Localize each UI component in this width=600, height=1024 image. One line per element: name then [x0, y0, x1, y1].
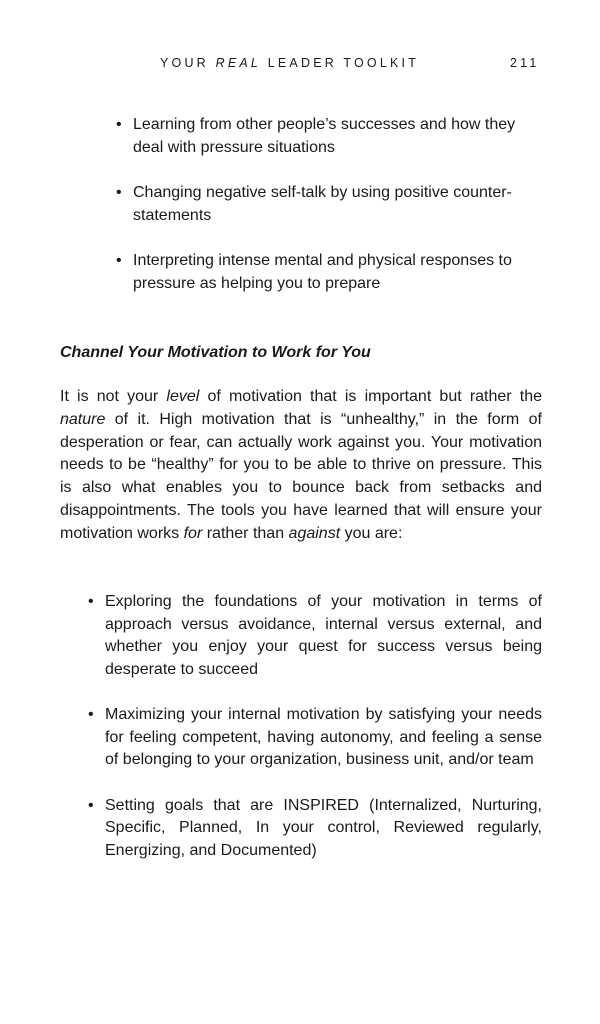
- bullet-marker: •: [116, 116, 122, 133]
- bottom-bullet-list: [88, 591, 542, 885]
- running-head-title: YOUR REAL LEADER TOOLKIT: [160, 56, 420, 70]
- list-item: [116, 114, 542, 159]
- bullet-marker: •: [88, 593, 94, 610]
- list-item: [116, 182, 542, 227]
- body-paragraph: It is not your level of motivation that is important but rather the nature of it. High motivation that is “unhealthy,” in the form of desperation or fear, can actually work against you. Your motivation needs to be “healthy” for you to be able to thrive on pressure. This is also what enables you to bounce back from setbacks and disappointments. The tools you have learned that will ensure your motivation works for rather than against you are:: [60, 388, 543, 542]
- top-bullet-list: [116, 114, 542, 318]
- list-item-text: Setting goals that are INSPIRED (Internalized, Nurturing, Specific, Planned, In your control, Reviewed regularly, Energizing, and Documented): [105, 796, 542, 859]
- bullet-marker: •: [116, 184, 122, 201]
- running-head-title-emphasis: REAL: [215, 56, 262, 70]
- list-item-text: Exploring the foundations of your motivation in terms of approach versus avoidance, internal versus external, and whether you enjoy your quest for success versus being desperate to succeed: [105, 593, 542, 678]
- section-heading: Channel Your Motivation to Work for You: [60, 344, 371, 361]
- emphasis-for: for: [183, 524, 203, 542]
- list-item: [88, 704, 542, 772]
- list-item: [88, 795, 542, 863]
- emphasis-nature: nature: [60, 410, 106, 428]
- emphasis-level: level: [166, 388, 200, 405]
- list-item-text: Maximizing your internal motivation by satisfying your needs for feeling competent, having autonomy, and feeling a sense of belonging to your organization, business unit, and/or team: [105, 706, 542, 768]
- list-item-text: Interpreting intense mental and physical responses to pressure as helping you to prepare: [133, 252, 512, 292]
- running-head: [0, 56, 600, 74]
- page-number: 211: [510, 56, 540, 70]
- list-item: [116, 250, 542, 295]
- bullet-marker: •: [116, 252, 122, 269]
- bullet-marker: •: [88, 796, 94, 814]
- list-item: [88, 591, 542, 681]
- list-item-text: Learning from other people’s successes and how they deal with pressure situations: [133, 116, 516, 156]
- emphasis-against: against: [288, 524, 341, 542]
- bullet-marker: •: [88, 706, 94, 723]
- list-item-text: Changing negative self-talk by using positive counter-statements: [133, 184, 512, 224]
